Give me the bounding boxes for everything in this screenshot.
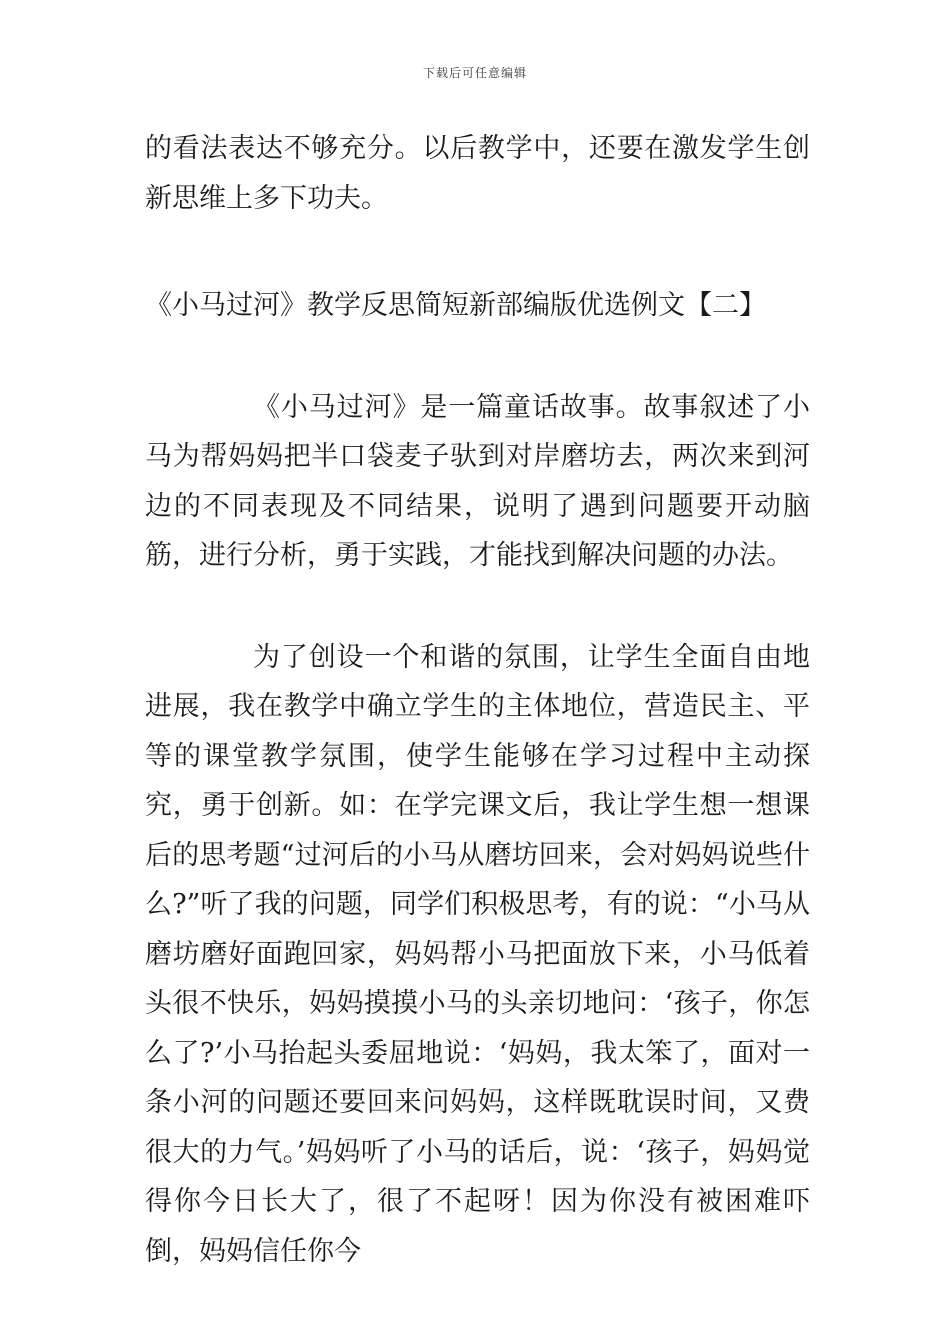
paragraph-main: 为了创设一个和谐的氛围，让学生全面自由地进展，我在教学中确立学生的主体地位，营造民主、平等的课堂教学氛围，使学生能够在学习过程中主动探究，勇于创新。如：在学完课文后，我让学生想一想课后的思考题“过河后的小马从磨坊回来，会对妈妈说些什么?”听了我的问题，同学们积极思考，有的说：“小马从磨坊磨好面跑回家，妈妈帮小马把面放下来，小马低着头很不快乐，妈妈摸摸小马的头亲切地问：‘孩子，你怎么了?’小马抬起头委屈地说：‘妈妈，我太笨了，面对一条小河的问题还要回来问妈妈，这样既耽误时间，又费很大的力气。’妈妈听了小马的话后，说：‘孩子，妈妈觉得你今日长大了，很了不起呀！因为你没有被困难吓倒，妈妈信任你今 — [145, 641, 810, 1267]
paragraph-continuation: 的看法表达不够充分。以后教学中，还要在激发学生创新思维上多下功夫。 — [145, 133, 810, 214]
paragraph-gap — [145, 223, 810, 281]
paragraph-intro: 《小马过河》是一篇童话故事。故事叙述了小马为帮妈妈把半口袋麦子驮到对岸磨坊去，两次来到河边的不同表现及不同结果，说明了遇到问题要开动脑筋，进行分析，勇于实践，才能找到解决问题的办法。 — [145, 391, 810, 571]
paragraph-gap — [145, 331, 810, 383]
paragraph-gap — [145, 581, 810, 633]
page-header-note: 下载后可任意编辑 — [422, 66, 527, 80]
document-body — [145, 124, 810, 1276]
section-title: 《小马过河》教学反思简短新部编版优选例文【二】 — [145, 290, 766, 321]
